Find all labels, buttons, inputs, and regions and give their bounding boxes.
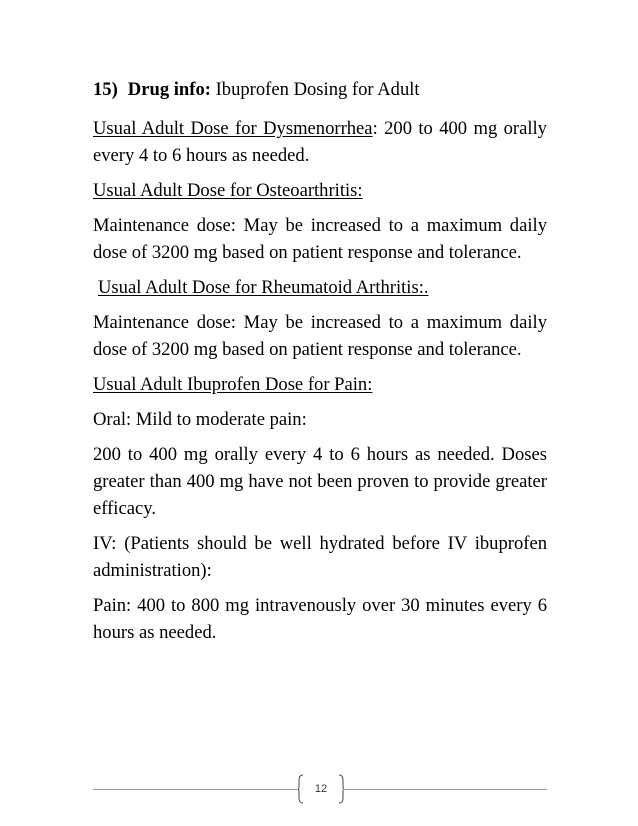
osteoarthritis-body: Maintenance dose: May be increased to a maximum daily dose of 3200 mg based on patient response and tolerance. — [93, 215, 547, 263]
dysmenorrhea-title: Usual Adult Dose for Dysmenorrhea — [93, 118, 373, 139]
rheumatoid-title-line — [93, 274, 547, 301]
footer-rule-left — [93, 789, 299, 790]
pain-iv-dose: Pain: 400 to 800 mg intravenously over 30 minutes every 6 hours as needed. — [93, 595, 547, 643]
footer-rule-right — [343, 789, 547, 790]
pain-title-line — [93, 371, 547, 398]
pain-oral-heading: Oral: Mild to moderate pain: — [93, 409, 307, 430]
pain-oral-dose: 200 to 400 mg orally every 4 to 6 hours as needed. Doses greater than 400 mg have not been proven to provide greater efficacy. — [93, 444, 547, 519]
rheumatoid-title: Usual Adult Dose for Rheumatoid Arthritis:. — [98, 277, 429, 298]
osteoarthritis-title: Usual Adult Dose for Osteoarthritis: — [93, 180, 363, 201]
rheumatoid-body: Maintenance dose: May be increased to a maximum daily dose of 3200 mg based on patient response and tolerance. — [93, 312, 547, 360]
dysmenorrhea-paragraph — [93, 115, 547, 169]
heading-number: 15) — [93, 79, 118, 100]
heading-label: Drug info: — [127, 79, 211, 100]
dysmenorrhea-dose-text: : 200 to 400 mg orally every 4 to 6 hours as needed. — [93, 118, 547, 166]
osteoarthritis-title-line — [93, 177, 547, 204]
pain-iv-heading: IV: (Patients should be well hydrated before IV ibuprofen administration): — [93, 533, 547, 581]
pain-title: Usual Adult Ibuprofen Dose for Pain: — [93, 374, 373, 395]
heading-text: Ibuprofen Dosing for Adult — [210, 79, 420, 100]
document-body — [93, 76, 547, 654]
page-footer — [93, 774, 547, 804]
page-number: 12 — [314, 783, 328, 795]
drug-info-heading — [93, 76, 547, 103]
